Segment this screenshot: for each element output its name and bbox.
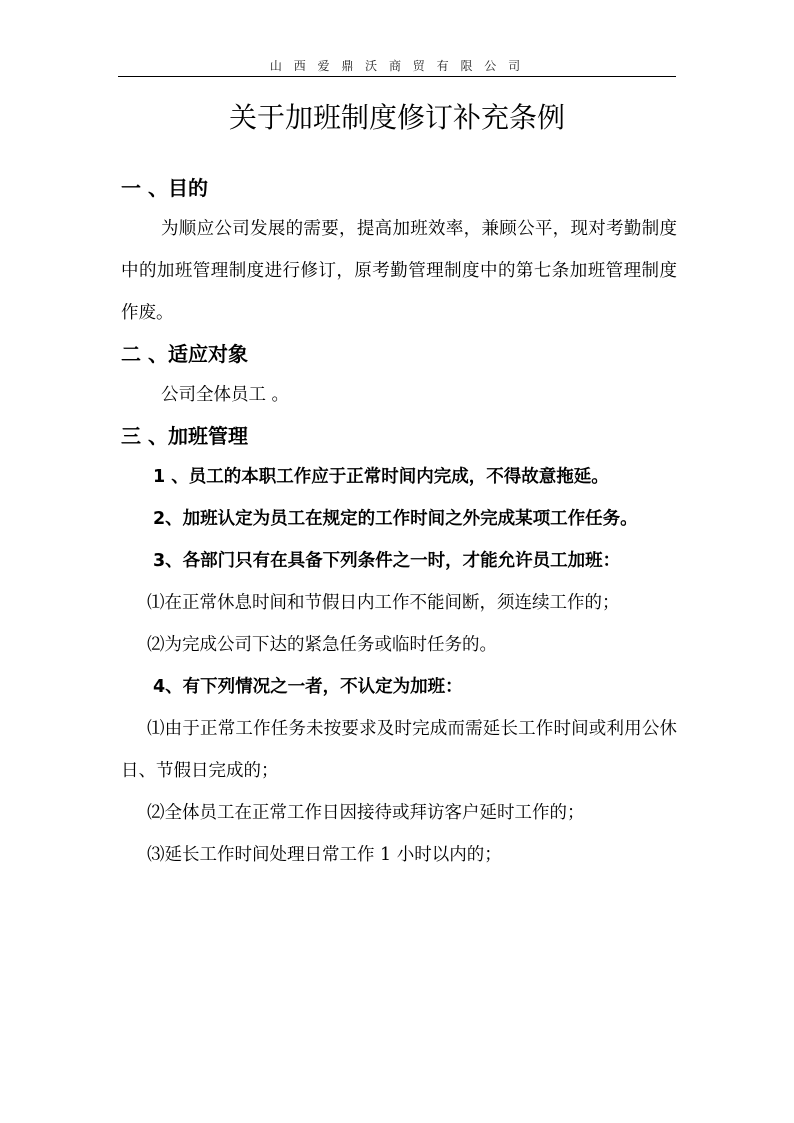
rule-item-1: 1 、员工的本职工作应于正常时间内完成，不得故意拖延。 bbox=[153, 467, 609, 487]
header-divider bbox=[118, 76, 676, 77]
scope-paragraph: 公司全体员工 。 bbox=[161, 385, 290, 405]
document-title: 关于加班制度修订补充条例 bbox=[228, 101, 565, 134]
purpose-paragraph: 为顺应公司发展的需要，提高加班效率，兼顾公平，现对考勤制度中的加班管理制度进行修订，原考勤管理制度中的第七条加班管理制度作废。 bbox=[121, 219, 677, 323]
document-body bbox=[121, 168, 677, 876]
rule-item-4: 4、有下列情况之一者，不认定为加班： bbox=[153, 677, 463, 697]
rule-item-4-exclusion-2: ⑵全体员工在正常工作日因接待或拜访客户延时工作的； bbox=[147, 803, 585, 823]
section-heading-overtime-management: 三 、加班管理 bbox=[121, 424, 248, 448]
section-heading-purpose: 一 、目的 bbox=[121, 176, 208, 200]
section-heading-scope: 二 、适应对象 bbox=[121, 342, 248, 366]
rule-item-4-exclusion-1: ⑴由于正常工作任务未按要求及时完成而需延长工作时间或利用公休日、节假日完成的； bbox=[121, 719, 677, 781]
rule-item-3-condition-2: ⑵为完成公司下达的紧急任务或临时任务的。 bbox=[147, 635, 497, 655]
rule-item-3-condition-1: ⑴在正常休息时间和节假日内工作不能间断，须连续工作的； bbox=[147, 593, 620, 613]
rule-item-3: 3、各部门只有在具备下列条件之一时，才能允许员工加班： bbox=[153, 551, 621, 571]
rule-item-2: 2、加班认定为员工在规定的工作时间之外完成某项工作任务。 bbox=[153, 509, 638, 529]
running-header-company: 山 西 爱 鼎 沃 商 贸 有 限 公 司 bbox=[269, 59, 525, 73]
rule-item-4-exclusion-3: ⑶延长工作时间处理日常工作 1 小时以内的； bbox=[147, 845, 502, 865]
